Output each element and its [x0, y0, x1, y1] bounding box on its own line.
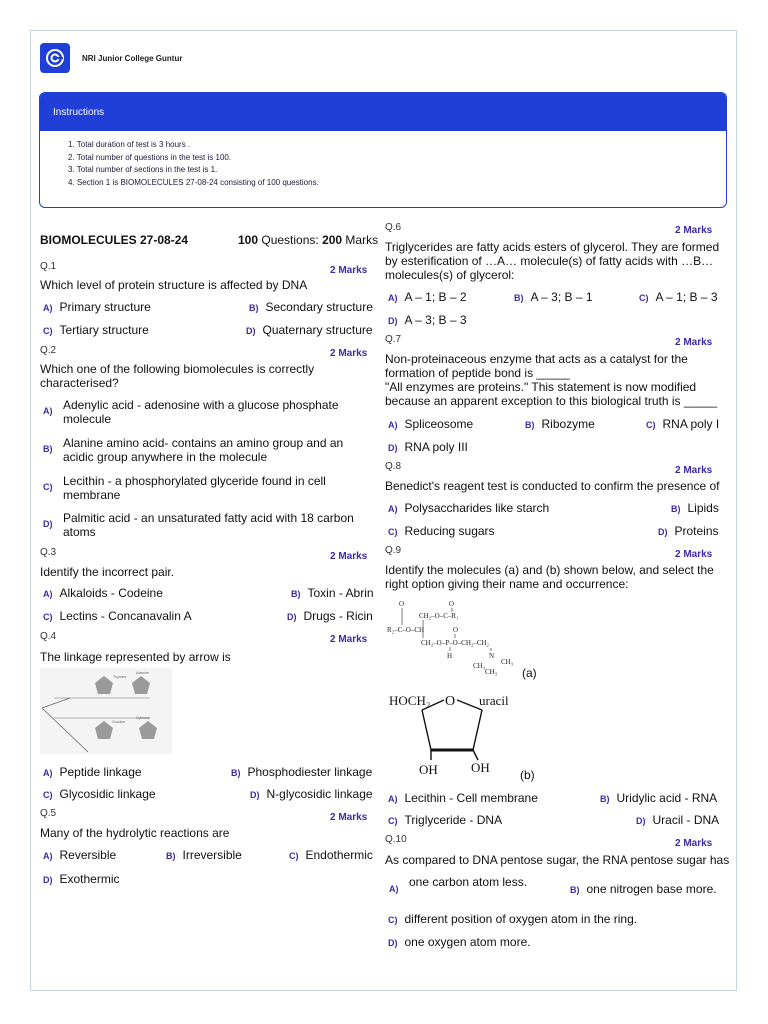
question-number: Q.9 — [385, 545, 402, 556]
structure-group: CH₂–O–C–R₁ — [419, 612, 459, 620]
question-text: Identify the molecules (a) and (b) shown below, and select the right option giving their name and occurrence: — [385, 563, 714, 591]
option-label: C) — [43, 482, 53, 492]
option-b[interactable]: B) one nitrogen base more. — [570, 882, 717, 896]
question-marks: 2 Marks — [675, 225, 713, 236]
question-text: Non-proteinaceous enzyme that acts as a catalyst for the formation of peptide bond is _____ — [385, 352, 688, 380]
question-marks: 2 Marks — [330, 634, 368, 645]
question-number: Q.7 — [385, 334, 402, 345]
uridine-structure-figure — [385, 688, 515, 780]
structure-group: R₂–C–O–CH — [387, 626, 425, 634]
figure-label: Thymine — [113, 675, 127, 679]
option-b[interactable]: B) Secondary structure — [249, 300, 373, 314]
dna-linkage-figure — [40, 668, 172, 754]
question-marks: 2 Marks — [330, 348, 368, 359]
question-number: Q.4 — [40, 631, 57, 642]
instructions-title: Instructions — [40, 93, 726, 131]
structure-atom: O — [399, 600, 405, 608]
option-a[interactable]: A) Alkaloids - Codeine — [43, 586, 163, 600]
section-summary: 100 Questions: 200 Marks — [238, 233, 379, 247]
option-b[interactable]: B) Uridylic acid - RNA — [600, 791, 718, 805]
question-text: As compared to DNA pentose sugar, the RNA pentose sugar has — [385, 853, 730, 867]
option-c[interactable]: Lecithin - a phosphorylated glyceride found in cell membrane — [63, 474, 326, 502]
option-c[interactable]: C) Endothermic — [289, 848, 373, 862]
question-number: Q.5 — [40, 808, 57, 819]
instruction-item: 3. Total number of sections in the test is 1. — [68, 165, 218, 174]
option-a[interactable]: A) Reversible — [43, 848, 117, 862]
question-text-2: "All enzymes are proteins." This statement is now modified because an apparent exception to this biological truth is _____ — [385, 380, 718, 408]
option-label: A) — [389, 884, 399, 894]
section-title: BIOMOLECULES 27-08-24 — [40, 233, 189, 247]
structure-atom: H — [447, 652, 453, 660]
option-c[interactable]: C) Triglyceride - DNA — [388, 813, 503, 827]
structure-atom: O — [445, 694, 456, 709]
option-d[interactable]: D) one oxygen atom more. — [388, 935, 531, 949]
college-logo-icon — [40, 43, 70, 73]
option-b[interactable]: B) Lipids — [671, 501, 719, 515]
instruction-item: 4. Section 1 is BIOMOLECULES 27-08-24 consisting of 100 questions. — [68, 177, 319, 187]
option-d[interactable]: D) RNA poly III — [388, 440, 468, 454]
page-header — [40, 42, 182, 74]
option-b[interactable]: B) Toxin - Abrin — [291, 586, 374, 600]
option-label: D) — [43, 519, 53, 529]
option-label: B) — [43, 444, 53, 454]
question-text: Identify the incorrect pair. — [40, 565, 175, 579]
instruction-item: 1. Total duration of test is 3 hours . — [68, 140, 191, 149]
structure-group: CH₂–O–P–O–CH₂–CH₂ — [421, 639, 489, 647]
figure-label-b: (b) — [520, 768, 535, 782]
question-marks: 2 Marks — [330, 551, 368, 562]
question-number: Q.8 — [385, 461, 402, 472]
figure-label: Adenine — [136, 671, 149, 675]
structure-group: CH₃ — [485, 668, 498, 676]
option-a[interactable]: A) Primary structure — [43, 300, 151, 314]
option-c[interactable]: C) A – 1; B – 3 — [639, 290, 718, 304]
option-a[interactable]: A) Peptide linkage — [43, 765, 142, 779]
option-c[interactable]: C) Reducing sugars — [388, 524, 495, 538]
question-text: Benedict's reagent test is conducted to confirm the presence of — [385, 479, 720, 493]
structure-group: CH₃ — [501, 658, 514, 666]
question-number: Q.6 — [385, 222, 402, 233]
lecithin-structure-figure — [385, 598, 535, 680]
structure-atom: N — [489, 652, 495, 660]
question-text: Many of the hydrolytic reactions are — [40, 826, 230, 840]
option-c[interactable]: C) Glycosidic linkage — [43, 787, 156, 801]
option-d[interactable]: D) N-glycosidic linkage — [250, 787, 373, 801]
option-d[interactable]: D) Proteins — [658, 524, 719, 538]
option-c[interactable]: C) different position of oxygen atom in the ring. — [388, 912, 638, 926]
structure-atom: O — [453, 626, 459, 634]
question-marks: 2 Marks — [675, 465, 713, 476]
question-marks: 2 Marks — [330, 812, 368, 823]
question-number: Q.1 — [40, 261, 57, 272]
option-a[interactable]: one carbon atom less. — [409, 875, 528, 889]
question-marks: 2 Marks — [330, 265, 368, 276]
option-c[interactable]: C) RNA poly I — [646, 417, 720, 431]
question-number: Q.10 — [385, 834, 407, 845]
college-name: NRI Junior College Guntur — [82, 53, 183, 63]
option-a[interactable]: A) A – 1; B – 2 — [388, 290, 467, 304]
instructions-panel — [39, 92, 727, 208]
question-number: Q.3 — [40, 547, 57, 558]
option-b[interactable]: B) Irreversible — [166, 848, 242, 862]
question-text: Which level of protein structure is affected by DNA — [40, 278, 308, 292]
option-a[interactable]: A) Lecithin - Cell membrane — [388, 791, 538, 805]
structure-group: CH₃ — [473, 662, 486, 670]
option-d[interactable]: D) Uracil - DNA — [636, 813, 720, 827]
structure-group: OH — [471, 760, 490, 775]
option-a[interactable]: A) Spliceosome — [388, 417, 474, 431]
question-text: The linkage represented by arrow is — [40, 650, 231, 664]
structure-group: uracil — [479, 693, 509, 708]
question-marks: 2 Marks — [675, 838, 713, 849]
structure-atom: O — [449, 600, 455, 608]
option-a[interactable]: A) Polysaccharides like starch — [388, 501, 550, 515]
option-b[interactable]: B) A – 3; B – 1 — [514, 290, 593, 304]
question-text: Which one of the following biomolecules is correctly characterised? — [40, 362, 315, 390]
option-a[interactable]: Adenylic acid - adenosine with a glucose phosphate molecule — [63, 398, 339, 426]
figure-label-a: (a) — [522, 666, 537, 680]
structure-group: OH — [419, 762, 438, 777]
option-b[interactable]: B) Ribozyme — [525, 417, 595, 431]
option-c[interactable]: C) Tertiary structure — [43, 323, 149, 337]
option-b[interactable]: B) Phosphodiester linkage — [231, 765, 373, 779]
question-marks: 2 Marks — [675, 549, 713, 560]
option-d[interactable]: D) Exothermic — [43, 872, 120, 886]
question-number: Q.2 — [40, 345, 57, 356]
structure-group: HOCH₂ — [389, 693, 431, 708]
option-d[interactable]: Palmitic acid - an unsaturated fatty acid with 18 carbon atoms — [63, 511, 354, 539]
instructions-list — [68, 139, 726, 189]
option-d[interactable]: D) Quaternary structure — [246, 323, 373, 337]
figure-label: Cytosine — [136, 716, 150, 720]
option-d[interactable]: D) Drugs - Ricin — [287, 609, 373, 623]
option-label: A) — [43, 406, 53, 416]
figure-label: Guanine — [112, 720, 126, 724]
option-d[interactable]: D) A – 3; B – 3 — [388, 313, 467, 327]
option-b[interactable]: Alanine amino acid- contains an amino group and an acidic group anywhere in the molecule — [63, 436, 344, 464]
question-marks: 2 Marks — [675, 337, 713, 348]
question-text: Triglycerides are fatty acids esters of glycerol. They are formed by esterification of …A… molecule(s) of fatty acids with …B… molecules(s) of glycerol: — [385, 240, 720, 282]
instruction-item: 2. Total number of questions in the test is 100. — [68, 152, 232, 162]
option-c[interactable]: C) Lectins - Concanavalin A — [43, 609, 192, 623]
